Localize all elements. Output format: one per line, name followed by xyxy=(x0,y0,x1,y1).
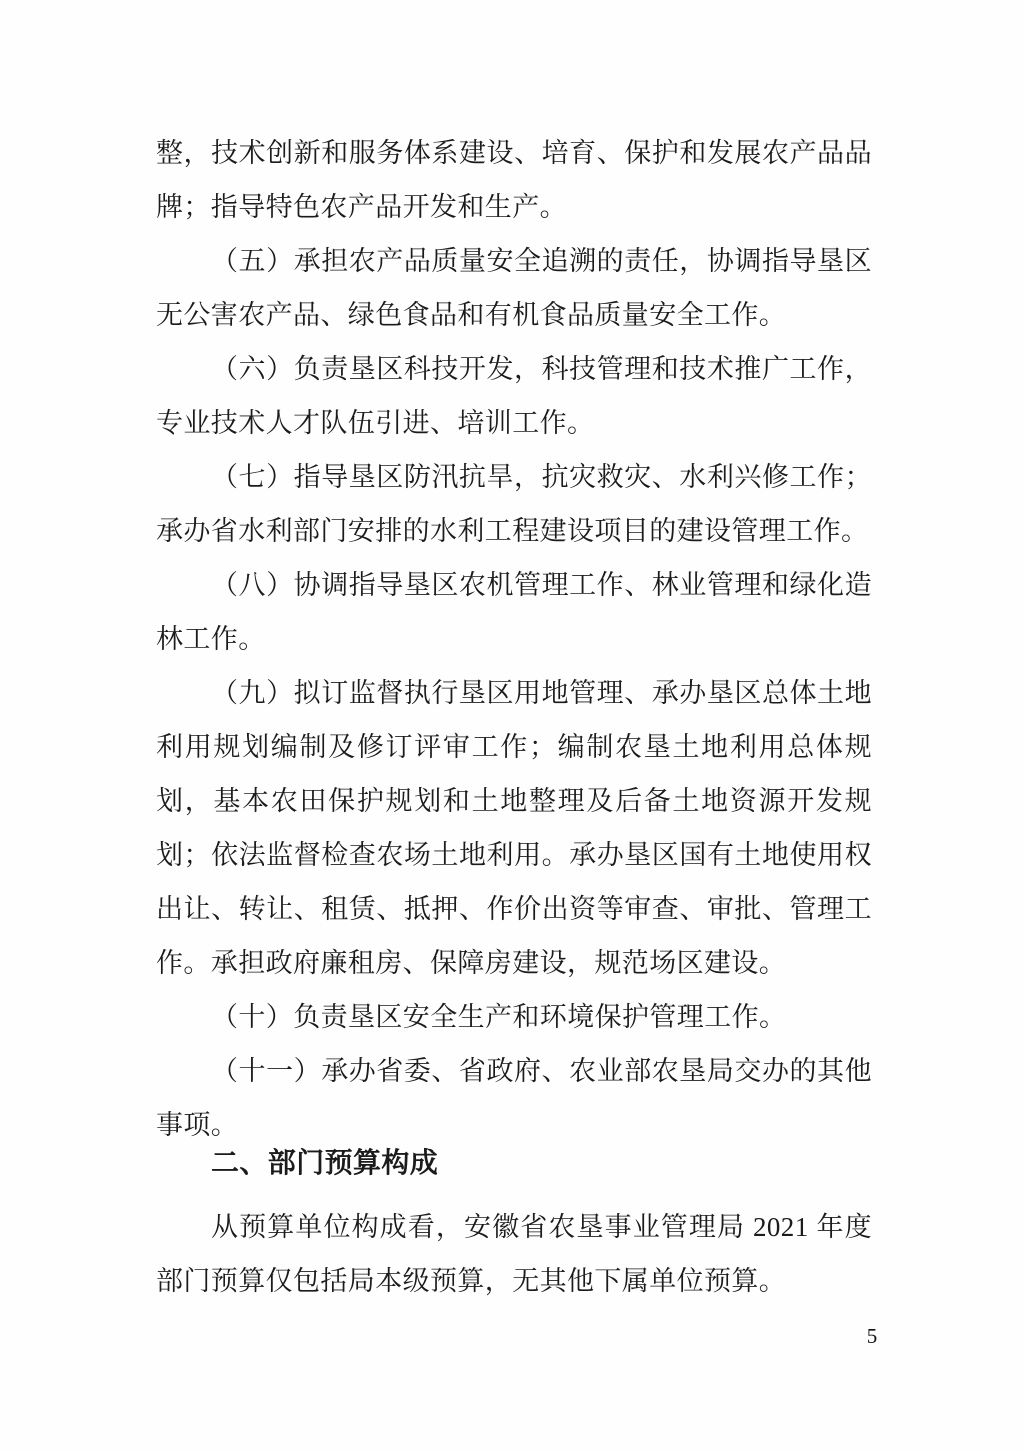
text-line-8: 承办省水利部门安排的水利工程建设项目的建设管理工作。 xyxy=(156,516,869,546)
text-line-2: 牌；指导特色农产品开发和生产。 xyxy=(156,192,567,222)
text-line-10: 林工作。 xyxy=(156,624,266,654)
text-line-19: 事项。 xyxy=(156,1110,239,1140)
text-line-1: 整，技术创新和服务体系建设、培育、保护和发展农产品品 xyxy=(156,138,872,168)
text-line-22: 部门预算仅包括局本级预算，无其他下属单位预算。 xyxy=(156,1266,787,1296)
text-line-16: 作。承担政府廉租房、保障房建设，规范场区建设。 xyxy=(156,948,787,978)
text-line-6: 专业技术人才队伍引进、培训工作。 xyxy=(156,408,595,438)
text-line-5: （六）负责垦区科技开发，科技管理和技术推广工作， xyxy=(211,354,872,384)
text-line-12: 利用规划编制及修订评审工作；编制农垦土地利用总体规 xyxy=(156,732,872,762)
section-heading: 二、部门预算构成 xyxy=(211,1147,439,1178)
document-text-block xyxy=(156,126,872,1308)
page-number: 5 xyxy=(866,1324,878,1348)
text-line-13: 划，基本农田保护规划和土地整理及后备土地资源开发规 xyxy=(156,786,872,816)
text-line-18: （十一）承办省委、省政府、农业部农垦局交办的其他 xyxy=(211,1056,872,1086)
text-line-7: （七）指导垦区防汛抗旱，抗灾救灾、水利兴修工作； xyxy=(211,462,872,492)
text-line-9: （八）协调指导垦区农机管理工作、林业管理和绿化造 xyxy=(211,570,872,600)
text-line-17: （十）负责垦区安全生产和环境保护管理工作。 xyxy=(211,1002,787,1032)
text-line-21: 从预算单位构成看，安徽省农垦事业管理局 2021 年度 xyxy=(211,1212,872,1242)
text-line-4: 无公害农产品、绿色食品和有机食品质量安全工作。 xyxy=(156,300,787,330)
text-line-14: 划；依法监督检查农场土地利用。承办垦区国有土地使用权 xyxy=(156,840,872,870)
text-line-15: 出让、转让、租赁、抵押、作价出资等审查、审批、管理工 xyxy=(156,894,872,924)
text-line-3: （五）承担农产品质量安全追溯的责任，协调指导垦区 xyxy=(211,246,872,276)
text-line-11: （九）拟订监督执行垦区用地管理、承办垦区总体土地 xyxy=(211,678,872,708)
